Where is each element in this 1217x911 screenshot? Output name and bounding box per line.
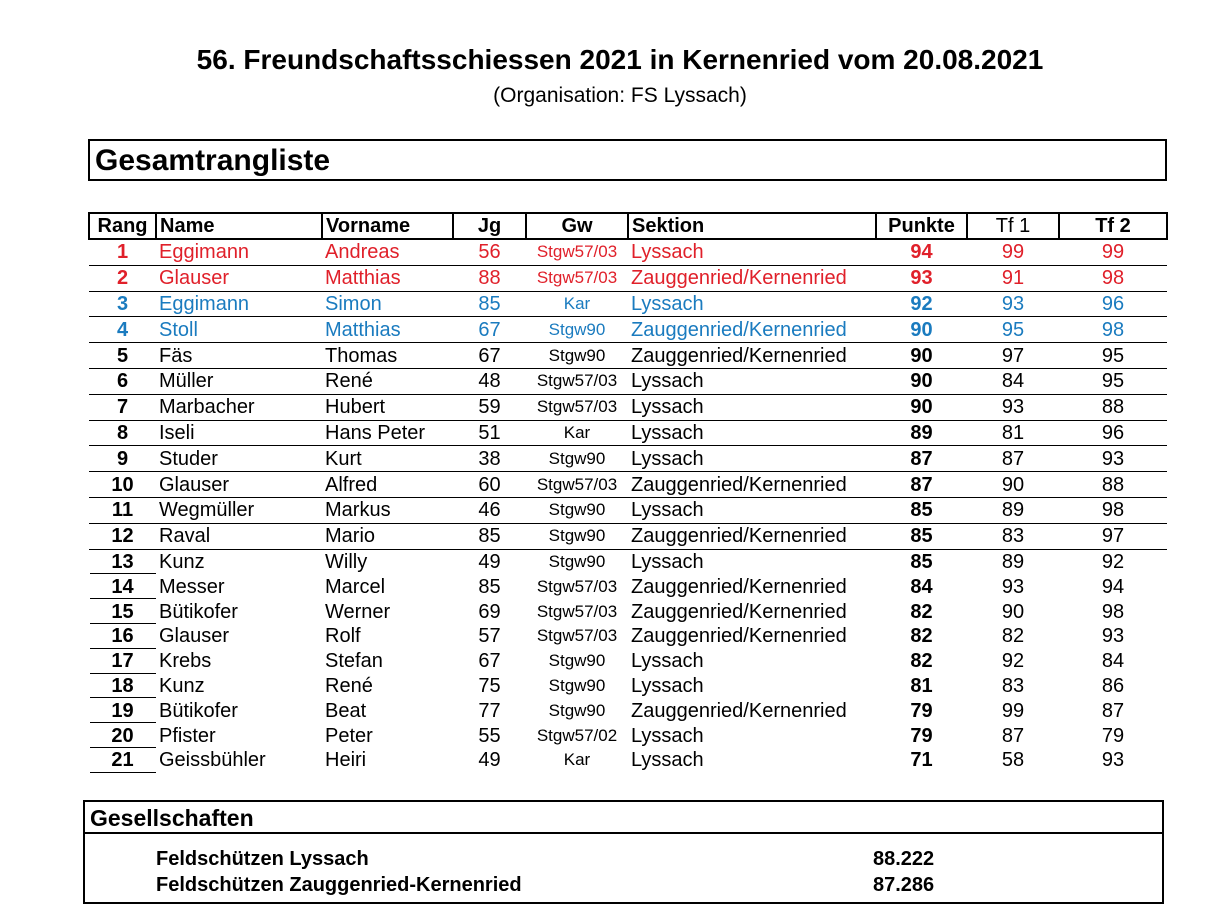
- cell-punkte: 87: [876, 446, 967, 472]
- cell-sektion: Zauggenried/Kernenried: [631, 575, 847, 598]
- col-header-jg: Jg: [453, 213, 526, 239]
- cell-vorname: Thomas: [322, 343, 453, 369]
- cell-gw: Stgw57/03: [536, 576, 618, 596]
- cell-punkte: 82: [910, 600, 933, 623]
- cell-name: Geissbühler: [159, 749, 266, 772]
- cell-sektion: Lyssach: [631, 650, 704, 673]
- group-row: [85, 846, 1162, 872]
- cell-rang: 12: [89, 523, 156, 549]
- cell-tf2: 97: [1059, 523, 1167, 549]
- page-subtitle: (Organisation: FS Lyssach): [493, 84, 747, 107]
- table-row: [89, 446, 1167, 472]
- cell-name: Marbacher: [156, 394, 322, 420]
- cell-tf2: 95: [1059, 343, 1167, 369]
- cell-rang: 13: [89, 549, 156, 574]
- cell-tf1: 83: [1001, 674, 1025, 697]
- group-name: Feldschützen Lyssach: [156, 848, 369, 870]
- cell-jg: 55: [478, 724, 501, 747]
- cell-tf1: 84: [967, 368, 1059, 394]
- table-row: [89, 317, 1167, 343]
- col-header-sektion: Sektion: [628, 213, 876, 239]
- cell-tf2: 92: [1101, 550, 1125, 573]
- cell-name: Krebs: [159, 650, 212, 673]
- cell-rang: 15: [89, 599, 156, 624]
- group-average: 87.286: [873, 874, 935, 896]
- cell-jg: 57: [478, 625, 501, 648]
- cell-jg: 59: [453, 394, 526, 420]
- table-row: [89, 343, 1167, 369]
- cell-vorname: Peter: [325, 724, 373, 747]
- cell-gw: Stgw57/03: [536, 626, 618, 646]
- cell-tf1: 99: [967, 239, 1059, 265]
- cell-tf2: 93: [1059, 446, 1167, 472]
- cell-name: Glauser: [159, 625, 230, 648]
- cell-vorname: Hubert: [322, 394, 453, 420]
- table-row: [89, 723, 1167, 748]
- cell-name: Eggimann: [156, 291, 322, 317]
- cell-tf2: 98: [1059, 497, 1167, 523]
- table-row: [89, 291, 1167, 317]
- cell-gw: Stgw90: [548, 675, 606, 695]
- cell-name: Fäs: [156, 343, 322, 369]
- cell-rang: 1: [89, 239, 156, 265]
- cell-tf1: 58: [1001, 749, 1025, 772]
- ranking-table: [88, 212, 1168, 773]
- cell-rang: 5: [89, 343, 156, 369]
- cell-punkte: 85: [876, 497, 967, 523]
- cell-sektion: Zauggenried/Kernenried: [631, 600, 847, 623]
- cell-gw: Stgw57/03: [526, 265, 628, 291]
- table-row: [89, 472, 1167, 498]
- table-row: [89, 420, 1167, 446]
- cell-name: Studer: [156, 446, 322, 472]
- cell-name: Raval: [156, 523, 322, 549]
- table-row: [89, 549, 1167, 574]
- cell-tf2: 93: [1101, 749, 1125, 772]
- cell-jg: 38: [453, 446, 526, 472]
- cell-gw: Stgw57/03: [526, 368, 628, 394]
- cell-tf1: 95: [967, 317, 1059, 343]
- cell-gw: Stgw90: [526, 446, 628, 472]
- cell-punkte: 90: [876, 317, 967, 343]
- cell-rang: 6: [89, 368, 156, 394]
- cell-name: Iseli: [156, 420, 322, 446]
- cell-tf1: 97: [967, 343, 1059, 369]
- cell-gw: Stgw90: [526, 317, 628, 343]
- cell-rang: 17: [89, 649, 156, 674]
- cell-rang: 16: [89, 624, 156, 649]
- cell-sektion: Lyssach: [628, 497, 876, 523]
- group-row: [85, 872, 1162, 898]
- cell-sektion: Zauggenried/Kernenried: [628, 265, 876, 291]
- table-row: [89, 649, 1167, 674]
- cell-name: Bütikofer: [159, 699, 238, 722]
- cell-tf2: 84: [1101, 650, 1125, 673]
- cell-jg: 49: [478, 749, 501, 772]
- cell-name: Pfister: [159, 724, 216, 747]
- cell-jg: 67: [453, 343, 526, 369]
- cell-rang: 21: [89, 748, 156, 773]
- cell-punkte: 85: [876, 523, 967, 549]
- cell-gw: Stgw90: [548, 651, 606, 671]
- cell-punkte: 90: [876, 368, 967, 394]
- col-header-tf1: Tf 1: [967, 213, 1059, 239]
- cell-sektion: Lyssach: [631, 749, 704, 772]
- cell-punkte: 79: [910, 724, 933, 747]
- cell-jg: 51: [453, 420, 526, 446]
- cell-punkte: 82: [910, 625, 933, 648]
- cell-tf2: 98: [1059, 317, 1167, 343]
- cell-tf1: 93: [967, 291, 1059, 317]
- cell-rang: 8: [89, 420, 156, 446]
- cell-tf1: 93: [1001, 575, 1025, 598]
- cell-sektion: Lyssach: [631, 724, 704, 747]
- table-row: [89, 698, 1167, 723]
- table-header-row: [89, 213, 1167, 239]
- cell-tf1: 87: [967, 446, 1059, 472]
- cell-vorname: Willy: [325, 550, 368, 573]
- cell-rang: 14: [89, 574, 156, 599]
- cell-punkte: 92: [876, 291, 967, 317]
- cell-tf2: 86: [1101, 674, 1125, 697]
- col-header-gw: Gw: [526, 213, 628, 239]
- cell-name: Wegmüller: [156, 497, 322, 523]
- cell-sektion: Zauggenried/Kernenried: [631, 625, 847, 648]
- cell-vorname: Mario: [322, 523, 453, 549]
- cell-name: Müller: [156, 368, 322, 394]
- group-average: 88.222: [873, 848, 935, 870]
- cell-jg: 85: [478, 575, 501, 598]
- cell-sektion: Zauggenried/Kernenried: [628, 317, 876, 343]
- cell-sektion: Zauggenried/Kernenried: [628, 472, 876, 498]
- table-row: [89, 368, 1167, 394]
- cell-punkte: 79: [910, 699, 933, 722]
- cell-sektion: Zauggenried/Kernenried: [631, 699, 847, 722]
- cell-tf1: 91: [967, 265, 1059, 291]
- cell-name: Stoll: [156, 317, 322, 343]
- cell-vorname: Matthias: [322, 317, 453, 343]
- section-title-box: [88, 139, 1167, 181]
- cell-name: Glauser: [156, 265, 322, 291]
- cell-punkte: 89: [876, 420, 967, 446]
- cell-tf1: 93: [967, 394, 1059, 420]
- cell-name: Kunz: [159, 550, 205, 573]
- cell-gw: Kar: [563, 750, 591, 770]
- cell-jg: 60: [453, 472, 526, 498]
- cell-jg: 46: [453, 497, 526, 523]
- cell-jg: 48: [453, 368, 526, 394]
- cell-tf2: 98: [1059, 265, 1167, 291]
- cell-sektion: Zauggenried/Kernenried: [628, 523, 876, 549]
- cell-tf1: 90: [967, 472, 1059, 498]
- cell-vorname: René: [325, 674, 373, 697]
- cell-vorname: Marcel: [325, 575, 386, 598]
- cell-jg: 49: [478, 550, 501, 573]
- table-row: [89, 624, 1167, 649]
- table-row: [89, 748, 1167, 773]
- cell-vorname: Markus: [322, 497, 453, 523]
- cell-gw: Stgw57/02: [536, 725, 618, 745]
- cell-rang: 19: [89, 698, 156, 723]
- col-header-rang: Rang: [89, 213, 156, 239]
- cell-jg: 85: [453, 523, 526, 549]
- cell-punkte: 85: [910, 550, 933, 573]
- cell-punkte: 94: [876, 239, 967, 265]
- cell-vorname: Alfred: [322, 472, 453, 498]
- cell-punkte: 90: [876, 343, 967, 369]
- cell-rang: 10: [89, 472, 156, 498]
- cell-gw: Kar: [526, 420, 628, 446]
- cell-sektion: Lyssach: [628, 420, 876, 446]
- cell-gw: Stgw57/03: [536, 601, 618, 621]
- cell-gw: Stgw57/03: [526, 239, 628, 265]
- cell-vorname: Stefan: [325, 650, 383, 673]
- cell-name: Glauser: [156, 472, 322, 498]
- cell-vorname: Hans Peter: [322, 420, 453, 446]
- col-header-name: Name: [156, 213, 322, 239]
- cell-jg: 88: [453, 265, 526, 291]
- col-header-vorname: Vorname: [322, 213, 453, 239]
- cell-gw: Stgw90: [548, 700, 606, 720]
- cell-rang: 9: [89, 446, 156, 472]
- cell-tf1: 92: [1001, 650, 1025, 673]
- cell-tf1: 90: [1001, 600, 1025, 623]
- cell-tf2: 88: [1059, 472, 1167, 498]
- cell-name: Eggimann: [156, 239, 322, 265]
- cell-name: Messer: [159, 575, 225, 598]
- cell-jg: 56: [453, 239, 526, 265]
- cell-rang: 4: [89, 317, 156, 343]
- col-header-punkte: Punkte: [876, 213, 967, 239]
- cell-gw: Stgw57/03: [526, 472, 628, 498]
- cell-sektion: Lyssach: [628, 368, 876, 394]
- section-title: Gesamtrangliste: [95, 144, 331, 177]
- cell-sektion: Lyssach: [631, 550, 704, 573]
- cell-vorname: René: [322, 368, 453, 394]
- cell-tf1: 83: [967, 523, 1059, 549]
- cell-tf2: 99: [1059, 239, 1167, 265]
- cell-sektion: Lyssach: [628, 291, 876, 317]
- cell-rang: 11: [89, 497, 156, 523]
- table-row: [89, 599, 1167, 624]
- table-row: [89, 394, 1167, 420]
- cell-tf2: 95: [1059, 368, 1167, 394]
- cell-vorname: Kurt: [322, 446, 453, 472]
- cell-punkte: 87: [876, 472, 967, 498]
- cell-jg: 75: [478, 674, 501, 697]
- cell-punkte: 84: [910, 575, 933, 598]
- table-row: [89, 239, 1167, 265]
- groups-box: [83, 800, 1164, 904]
- cell-tf2: 96: [1059, 291, 1167, 317]
- cell-sektion: Lyssach: [628, 446, 876, 472]
- cell-gw: Stgw57/03: [526, 394, 628, 420]
- cell-vorname: Werner: [325, 600, 391, 623]
- cell-jg: 67: [478, 650, 501, 673]
- cell-punkte: 82: [910, 650, 933, 673]
- cell-tf2: 96: [1059, 420, 1167, 446]
- table-row: [89, 674, 1167, 699]
- cell-tf1: 87: [1001, 724, 1025, 747]
- cell-rang: 7: [89, 394, 156, 420]
- cell-rang: 3: [89, 291, 156, 317]
- table-row: [89, 574, 1167, 599]
- cell-sektion: Zauggenried/Kernenried: [628, 343, 876, 369]
- cell-punkte: 93: [876, 265, 967, 291]
- cell-rang: 18: [89, 674, 156, 699]
- cell-name: Kunz: [159, 674, 205, 697]
- cell-sektion: Lyssach: [628, 394, 876, 420]
- cell-vorname: Matthias: [322, 265, 453, 291]
- cell-gw: Stgw90: [526, 523, 628, 549]
- cell-jg: 69: [478, 600, 501, 623]
- table-row: [89, 497, 1167, 523]
- cell-tf2: 88: [1059, 394, 1167, 420]
- cell-vorname: Simon: [322, 291, 453, 317]
- cell-tf1: 89: [1001, 550, 1025, 573]
- cell-tf2: 94: [1101, 575, 1125, 598]
- cell-vorname: Heiri: [325, 749, 367, 772]
- col-header-tf2: Tf 2: [1059, 213, 1167, 239]
- cell-tf1: 89: [967, 497, 1059, 523]
- cell-name: Bütikofer: [159, 600, 238, 623]
- cell-vorname: Andreas: [322, 239, 453, 265]
- cell-tf1: 82: [1001, 625, 1025, 648]
- cell-jg: 67: [453, 317, 526, 343]
- cell-vorname: Beat: [325, 699, 367, 722]
- cell-sektion: Lyssach: [628, 239, 876, 265]
- cell-rang: 20: [89, 723, 156, 748]
- cell-rang: 2: [89, 265, 156, 291]
- cell-jg: 85: [453, 291, 526, 317]
- page-title: 56. Freundschaftsschiessen 2021 in Kernenried vom 20.08.2021: [196, 44, 1044, 75]
- cell-punkte: 90: [876, 394, 967, 420]
- cell-tf2: 79: [1101, 724, 1125, 747]
- cell-tf2: 98: [1101, 600, 1125, 623]
- cell-gw: Stgw90: [526, 497, 628, 523]
- cell-tf2: 87: [1101, 699, 1125, 722]
- cell-vorname: Rolf: [325, 625, 361, 648]
- cell-punkte: 81: [910, 674, 933, 697]
- table-row: [89, 523, 1167, 549]
- cell-tf1: 81: [967, 420, 1059, 446]
- cell-gw: Stgw90: [548, 551, 606, 571]
- groups-title: Gesellschaften: [85, 802, 1162, 834]
- cell-jg: 77: [478, 699, 501, 722]
- cell-gw: Stgw90: [526, 343, 628, 369]
- table-row: [89, 265, 1167, 291]
- cell-tf2: 93: [1101, 625, 1125, 648]
- cell-punkte: 71: [910, 749, 933, 772]
- cell-gw: Kar: [526, 291, 628, 317]
- cell-tf1: 99: [1001, 699, 1025, 722]
- ranking-table-body: [89, 239, 1167, 773]
- group-name: Feldschützen Zauggenried-Kernenried: [156, 874, 522, 896]
- cell-sektion: Lyssach: [631, 674, 704, 697]
